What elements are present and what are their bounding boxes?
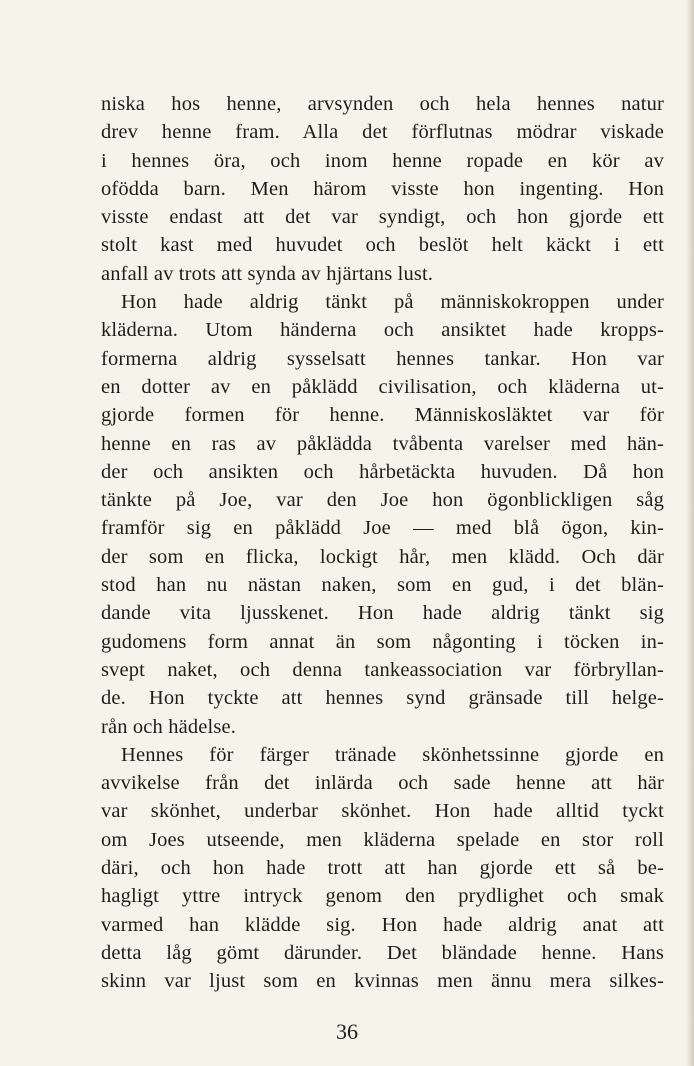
text-line: ofödda barn. Men härom visste hon ingenting. Hon xyxy=(101,177,664,200)
text-line: gjorde formen för henne. Människosläktet var för xyxy=(101,404,664,427)
text-line: anfall av trots att synda av hjärtans lust. xyxy=(101,262,434,285)
text-line: dande vita ljusskenet. Hon hade aldrig tänkt sig xyxy=(101,602,664,625)
text-line: detta låg gömt därunder. Det bländade henne. Hans xyxy=(101,941,664,964)
text-line: i hennes öra, och inom henne ropade en kör av xyxy=(101,149,664,172)
page-number: 36 xyxy=(336,1019,358,1044)
body-text xyxy=(101,90,664,996)
text-line: avvikelse från det inlärda och sade henne att här xyxy=(101,772,664,795)
text-line: der och ansikten och hårbetäckta huvuden. Då hon xyxy=(101,460,664,483)
text-line: rån och hädelse. xyxy=(101,715,237,738)
text-line: en dotter av en påklädd civilisation, och kläderna ut- xyxy=(101,375,664,398)
text-line: varmed han klädde sig. Hon hade aldrig anat att xyxy=(101,913,664,936)
text-line: de. Hon tyckte att hennes synd gränsade till helge- xyxy=(101,687,664,710)
text-line: gudomens form annat än som någonting i töcken in- xyxy=(101,630,664,653)
text-line: om Joes utseende, men kläderna spelade en stor roll xyxy=(101,828,664,851)
text-line: visste endast att det var syndigt, och hon gjorde ett xyxy=(101,206,664,229)
text-line: var skönhet, underbar skönhet. Hon hade alltid tyckt xyxy=(101,800,664,823)
text-line: Hennes för färger tränade skönhetssinne gjorde en xyxy=(121,743,664,766)
text-line: framför sig en påklädd Joe — med blå ögon, kin- xyxy=(101,517,664,540)
text-line: stod han nu nästan naken, som en gud, i det blän- xyxy=(101,574,664,597)
page-edge xyxy=(686,0,694,1066)
text-line: drev henne fram. Alla det förflutnas mödrar viskade xyxy=(101,121,664,144)
text-line: henne en ras av påklädda tvåbenta varelser med hän- xyxy=(101,432,664,455)
text-line: hagligt yttre intryck genom den prydlighet och smak xyxy=(101,885,664,908)
text-line: däri, och hon hade trott att han gjorde ett så be- xyxy=(101,857,664,880)
text-line: formerna aldrig sysselsatt hennes tankar. Hon var xyxy=(101,347,664,370)
text-line: kläderna. Utom händerna och ansiktet hade kropps- xyxy=(101,319,664,342)
text-line: svept naket, och denna tankeassociation var förbryllan- xyxy=(101,658,664,681)
text-line: tänkte på Joe, var den Joe hon ögonblickligen såg xyxy=(101,489,664,512)
text-line: stolt kast med huvudet och beslöt helt käckt i ett xyxy=(101,234,664,257)
text-line: Hon hade aldrig tänkt på människokroppen under xyxy=(121,291,664,314)
text-line: skinn var ljust som en kvinnas men ännu mera silkes- xyxy=(101,970,664,993)
text-line: niska hos henne, arvsynden och hela hennes natur xyxy=(101,93,664,115)
text-line: der som en flicka, lockigt hår, men klädd. Och där xyxy=(101,545,664,568)
